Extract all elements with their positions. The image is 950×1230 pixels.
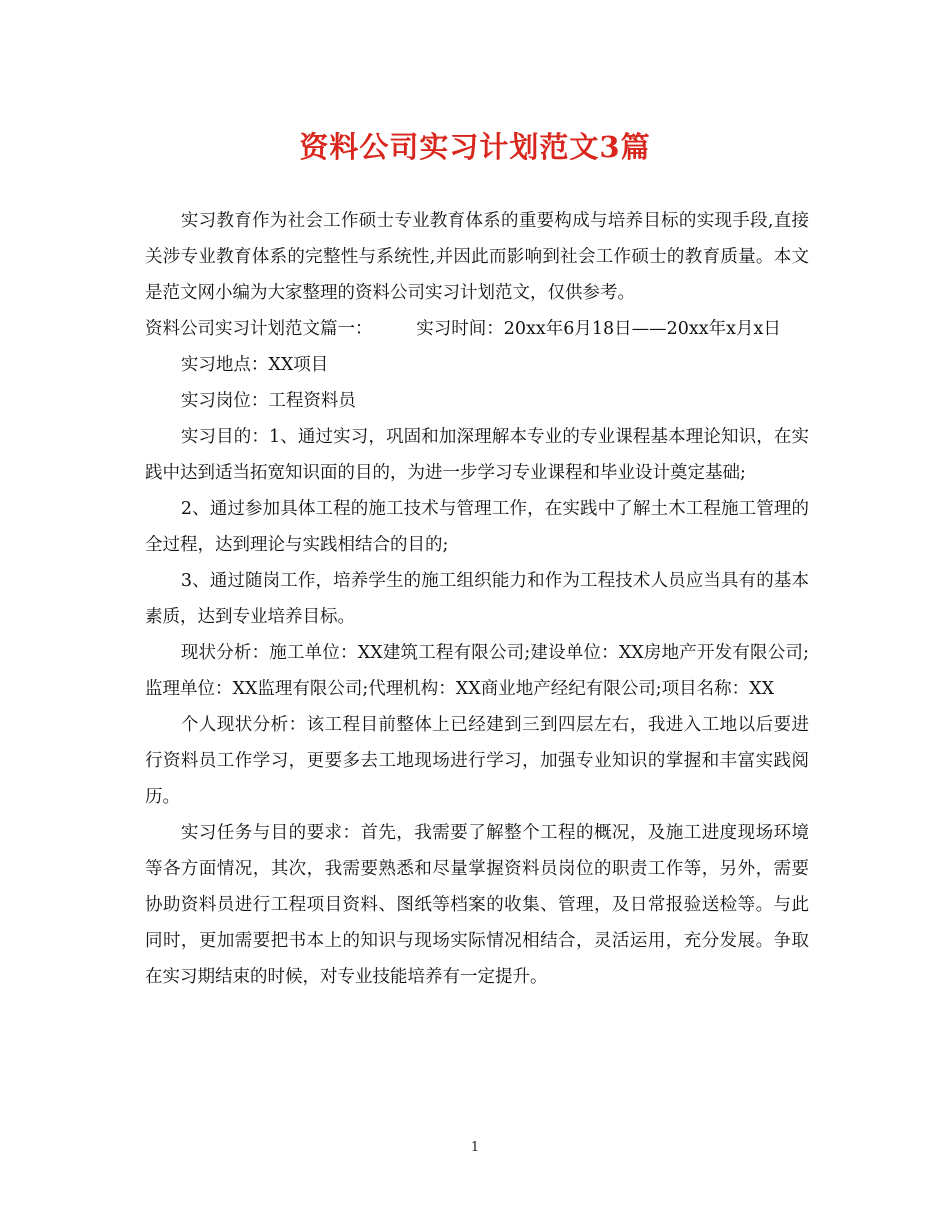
paragraph-purpose-1: 实习目的：1、通过实习，巩固和加深理解本专业的专业课程基本理论知识，在实践中达到适当拓宽知识面的目的，为进一步学习专业课程和毕业设计奠定基础; — [145, 427, 809, 483]
paragraph-location: 实习地点：XX项目 — [180, 355, 329, 375]
page-number: 1 — [470, 1140, 480, 1155]
paragraph-position: 实习岗位：工程资料员 — [180, 391, 356, 411]
paragraph-intro: 实习教育作为社会工作硕士专业教育体系的重要构成与培养目标的实现手段,直接关涉专业教育体系的完整性与系统性,并因此而影响到社会工作硕士的教育质量。本文是范文网小编为大家整理的资料公司实习计划范文，仅供参考。 — [145, 211, 809, 303]
paragraph-status-analysis: 现状分析：施工单位：XX建筑工程有限公司;建设单位：XX房地产开发有限公司;监理单位：XX监理有限公司;代理机构：XX商业地产经纪有限公司;项目名称：XX — [145, 643, 809, 699]
paragraph-purpose-2: 2、通过参加具体工程的施工技术与管理工作，在实践中了解土木工程施工管理的全过程，达到理论与实践相结合的目的; — [145, 499, 809, 555]
paragraph-task-requirements: 实习任务与目的要求：首先，我需要了解整个工程的概况，及施工进度现场环境等各方面情况，其次，我需要熟悉和尽量掌握资料员岗位的职责工作等，另外，需要协助资料员进行工程项目资料、图纸等档案的收集、管理，及日常报验送检等。与此同时，更加需要把书本上的知识与现场实际情况相结合，灵活运用，充分发展。争取在实习期结束的时候，对专业技能培养有一定提升。 — [145, 823, 809, 987]
paragraph-personal-analysis: 个人现状分析：该工程目前整体上已经建到三到四层左右，我进入工地以后要进行资料员工作学习，更要多去工地现场进行学习，加强专业知识的掌握和丰富实践阅历。 — [145, 715, 809, 807]
paragraph-section-heading: 资料公司实习计划范文篇一： 实习时间：20xx年6月18日——20xx年x月x日 — [145, 319, 781, 339]
paragraph-purpose-3: 3、通过随岗工作，培养学生的施工组织能力和作为工程技术人员应当具有的基本素质，达到专业培养目标。 — [145, 571, 809, 627]
document-title: 资料公司实习计划范文3篇 — [299, 130, 651, 164]
document-body — [145, 203, 809, 995]
